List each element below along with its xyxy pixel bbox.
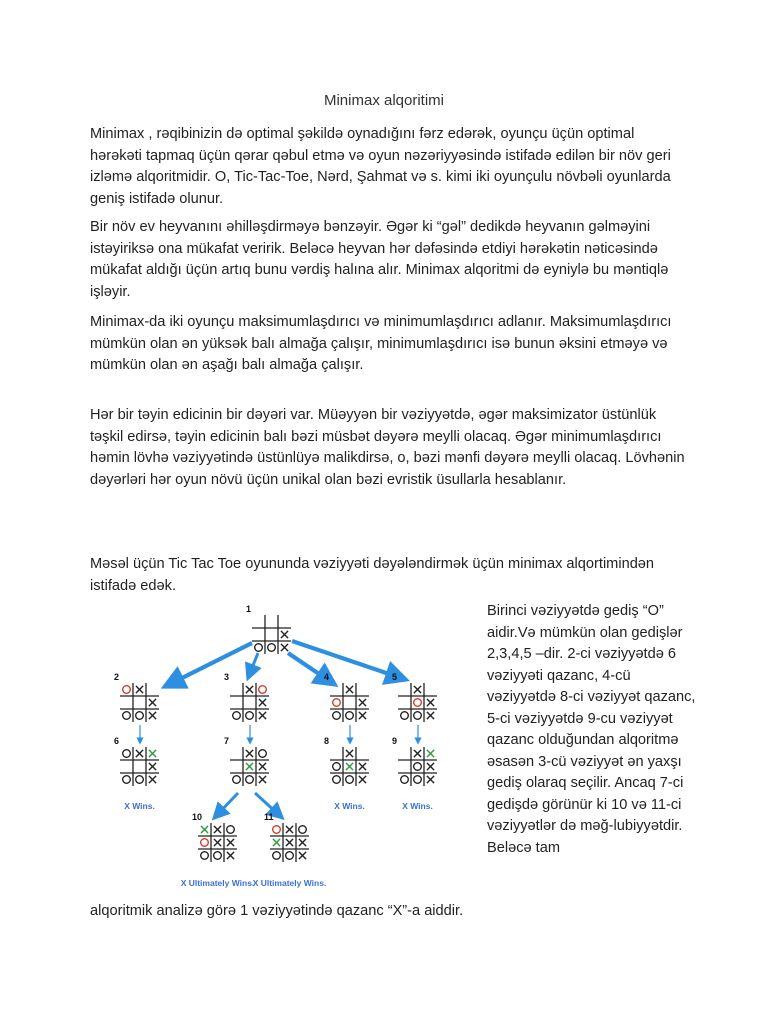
arrow-1-to-5: [292, 641, 398, 677]
o-mark: [414, 763, 422, 771]
o-mark: [414, 712, 422, 720]
board-4: [324, 672, 369, 722]
o-mark: [414, 699, 422, 707]
arrow-1-to-4: [288, 653, 328, 680]
o-mark: [333, 763, 341, 771]
tree-arrows: [140, 641, 418, 814]
board-5: [392, 672, 437, 722]
board-number: 1: [246, 605, 252, 614]
arrow-1-to-2: [172, 643, 252, 683]
board-caption: X Wins.: [402, 801, 433, 811]
board-states: [114, 605, 437, 888]
tic-tac-toe-minimax-diagram: [110, 605, 480, 895]
paragraph-values: Hər bir təyin edicinin bir dəyəri var. Müəyyən bir vəziyyətdə, əgər maksimizator üstünlük təşkil edirsə, təyin edicinin balı bəzi müsbət dəyərə meylli olacaq. Əgər minimumlaşdırıcı həmin lövhə vəziyyətində üstünlüyə malikdirsə, o, bəzi mənfi dəyərə meylli olacaq. Lövhənin dəyərləri hər oyun növü üçün unikal olan bəzi evristik üsullarla hesablanır.: [90, 407, 685, 488]
arrow-1-to-3: [250, 653, 258, 673]
o-mark: [259, 750, 267, 758]
board-3: [224, 672, 269, 722]
board-1: [246, 605, 291, 654]
o-mark: [123, 712, 131, 720]
board-8: [324, 736, 369, 811]
board-caption: X Wins.: [124, 801, 155, 811]
o-mark: [214, 852, 222, 860]
o-mark: [286, 852, 294, 860]
board-11: [253, 812, 327, 888]
o-mark: [123, 750, 131, 758]
o-mark: [123, 776, 131, 784]
board-number: 2: [114, 672, 120, 682]
o-mark: [346, 776, 354, 784]
paragraph-explanation: Birinci vəziyyətdə gediş “O” aidir.Və mümkün olan gedişlər 2,3,4,5 –dir. 2-ci vəziyyətdə 6 vəziyyəti qazanc, 4-cü vəziyyətdə 8-ci vəziyyət qazanc, 5-ci vəziyyətdə 9-cu vəziyyət qazanc olduğundan alqoritmə əsasən 3-cü vəziyyət ən yaxşı gediş olaraq seçilir. Ancaq 7-ci gedişdə görünür ki 10 və 11-ci vəziyyətlər də məğ-lubiyyətdir. Beləcə tam: [487, 603, 696, 856]
board-number: 11: [264, 812, 274, 822]
paragraph-players: Minimax-da iki oyunçu maksimumlaşdırıcı və minimumlaşdırıcı adlanır. Maksimumlaşdırıcı mümkün olan ən yüksək balı almağa çalışır, minimumlaşdırıcı isə bunun əksini etməyə və mümkün olan ən aşağı balı almağa çalışır.: [90, 314, 672, 373]
board-7: [224, 736, 269, 786]
o-mark: [273, 852, 281, 860]
paragraph-conclusion: alqoritmik analizə görə 1 vəziyyətində qazanc “X”-a aiddir.: [90, 903, 464, 919]
o-mark: [246, 712, 254, 720]
o-mark: [233, 776, 241, 784]
o-mark: [333, 699, 341, 707]
board-number: 10: [192, 812, 203, 822]
o-mark: [259, 686, 267, 694]
board-6: [114, 736, 159, 811]
board-number: 5: [392, 672, 398, 682]
o-mark: [227, 826, 235, 834]
o-mark: [233, 712, 241, 720]
o-mark: [414, 776, 422, 784]
board-number: 8: [324, 736, 330, 746]
paragraph-analogy: Bir növ ev heyvanını əhilləşdirməyə bənzəyir. Əgər ki “gəl” dedikdə heyvanın gəlməyini istəyiriksə ona mükafat veririk. Beləcə heyvan hər dəfəsində etdiyi hərəkətin nəticəsində mükafat aldığı üçün artıq bunu vərdiş halına alır. Minimax alqoritmi də eyniylə bu məntiqlə işləyir.: [90, 219, 669, 300]
arrow-7-to-11: [255, 793, 278, 814]
o-mark: [246, 776, 254, 784]
o-mark: [273, 826, 281, 834]
o-mark: [333, 776, 341, 784]
o-mark: [333, 712, 341, 720]
o-mark: [201, 839, 209, 847]
o-mark: [401, 776, 409, 784]
o-mark: [136, 776, 144, 784]
o-mark: [268, 644, 276, 652]
board-caption: X Ultimately Wins.: [252, 878, 327, 888]
paragraph-intro: Minimax , rəqibinizin də optimal şəkildə oynadığını fərz edərək, oyunçu üçün optimal hərəkəti tapmaq üçün qərar qəbul etmə və oyun nəzəriyyəsində istifadə edilən bir növ geri izləmə alqoritmidir. O, Tic-Tac-Toe, Nərd, Şahmat və s. kimi iki oyunçulu növbəli oyunlarda geniş istifadə olunur.: [90, 126, 671, 207]
arrow-7-to-10: [218, 793, 238, 814]
board-number: 9: [392, 736, 398, 746]
o-mark: [255, 644, 263, 652]
board-2: [114, 672, 159, 722]
board-9: [392, 736, 437, 811]
board-10: [181, 812, 255, 888]
page-title: Minimax alqoritimi: [323, 92, 445, 109]
o-mark: [136, 712, 144, 720]
o-mark: [123, 686, 131, 694]
board-number: 7: [224, 736, 230, 746]
o-mark: [299, 826, 307, 834]
o-mark: [346, 712, 354, 720]
board-number: 3: [224, 672, 230, 682]
board-number: 6: [114, 736, 120, 746]
o-mark: [401, 712, 409, 720]
board-caption: X Ultimately Wins.: [180, 878, 255, 888]
paragraph-example: Məsəl üçün Tic Tac Toe oyununda vəziyyəti dəyələndirmək üçün minimax alqortimindən istifadə edək.: [90, 556, 655, 594]
o-mark: [201, 852, 209, 860]
board-number: 4: [324, 672, 330, 682]
board-caption: X Wins.: [334, 801, 365, 811]
